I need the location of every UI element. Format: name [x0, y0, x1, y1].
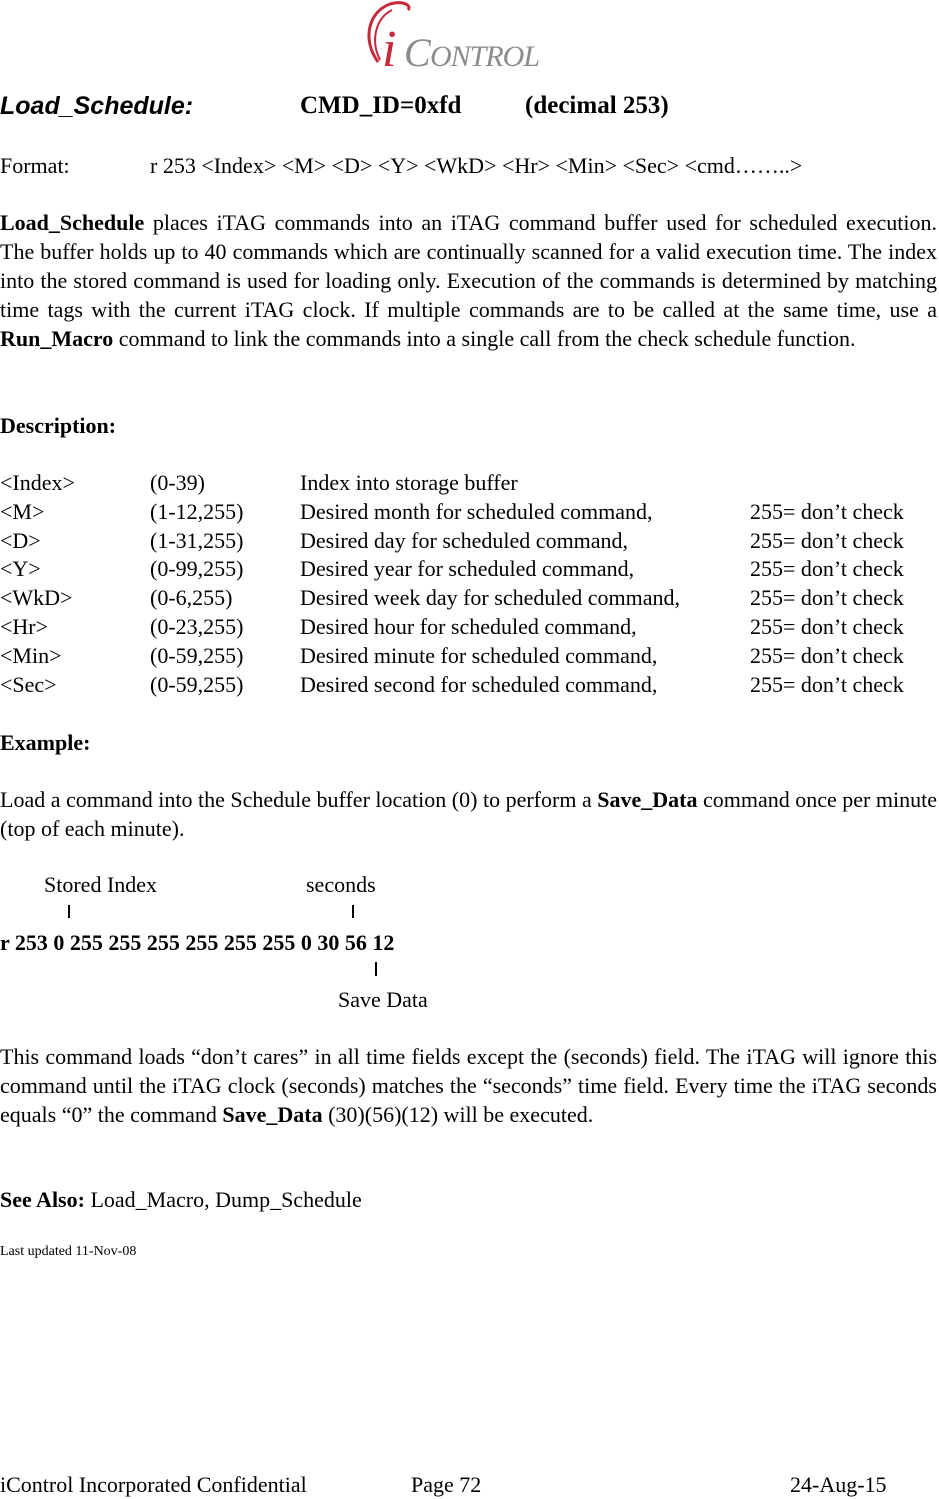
param-desc: Desired minute for scheduled command,: [300, 642, 658, 668]
page-title: Load_Schedule:: [0, 92, 194, 120]
param-note: 255= don’t check: [750, 585, 904, 611]
example-paragraph: Load a command into the Schedule buffer location (0) to perform a Save_Data command once per minute (top of each minute).: [0, 787, 938, 841]
example-command: r 253 0 255 255 255 255 255 255 0 30 56 12: [0, 930, 395, 955]
cmd-id: CMD_ID=0xfd: [300, 92, 462, 119]
param-note: 255= don’t check: [750, 498, 904, 524]
param-desc: Desired month for scheduled command,: [300, 498, 653, 524]
parameter-row: [0, 468, 939, 497]
parameter-row: [0, 612, 939, 641]
footer-date: 24-Aug-15: [790, 1472, 887, 1497]
param-desc: Desired week day for scheduled command,: [300, 585, 680, 611]
param-desc: Desired day for scheduled command,: [300, 527, 629, 553]
param-desc: Desired hour for scheduled command,: [300, 614, 637, 639]
param-note: 255= don’t check: [750, 527, 904, 553]
format-label: Format:: [0, 153, 70, 178]
parameter-row: [0, 554, 939, 583]
param-note: 255= don’t check: [750, 556, 904, 582]
example-heading: Example:: [0, 730, 91, 755]
cmd-decimal: (decimal 253): [525, 92, 669, 119]
param-note: 255= don’t check: [750, 642, 904, 668]
stored-index-label: Stored Index: [44, 872, 158, 897]
param-range: (0-99,255): [150, 556, 244, 582]
format-value: r 253 <Index> <M> <D> <Y> <WkD> <Hr> <Min> <Sec> <cmd……..>: [150, 153, 803, 178]
parameter-row: [0, 497, 939, 526]
param-desc: Index into storage buffer: [300, 470, 518, 495]
footer-company: iControl Incorporated Confidential: [0, 1472, 307, 1497]
param-range: (0-59,255): [150, 671, 244, 697]
param-note: 255= don’t check: [750, 671, 904, 697]
seconds-pointer: [352, 905, 354, 918]
icontrol-logo: [360, 0, 580, 78]
param-desc: Desired year for scheduled command,: [300, 556, 635, 582]
command-name: Load_Schedule: [0, 92, 185, 120]
parameter-row: [0, 670, 939, 699]
param-range: (1-12,255): [150, 498, 244, 524]
param-name: <Index>: [0, 470, 75, 495]
parameter-row: [0, 641, 939, 670]
see-also: See Also: Load_Macro, Dump_Schedule: [0, 1187, 362, 1212]
param-range: (0-59,255): [150, 642, 244, 668]
footer-page: Page 72: [411, 1472, 482, 1497]
index-pointer: [68, 905, 70, 918]
svg-text:ONTROL: ONTROL: [430, 40, 540, 73]
save-data-pointer: [375, 962, 377, 976]
param-name: <WkD>: [0, 585, 73, 611]
param-name: <Y>: [0, 556, 41, 582]
svg-text:i: i: [382, 21, 397, 78]
param-name: <Min>: [0, 642, 62, 668]
description-heading: Description:: [0, 413, 117, 438]
param-note: 255= don’t check: [750, 614, 904, 639]
param-name: <M>: [0, 498, 45, 524]
svg-text:C: C: [404, 30, 430, 75]
param-range: (0-6,255): [150, 585, 233, 611]
seconds-label: seconds: [306, 872, 376, 897]
param-range: (1-31,255): [150, 527, 244, 553]
parameter-row: [0, 583, 939, 612]
param-name: <D>: [0, 527, 41, 553]
param-name: <Hr>: [0, 614, 49, 639]
param-name: <Sec>: [0, 671, 57, 697]
last-updated: Last updated 11-Nov-08: [0, 1244, 137, 1259]
explanation-paragraph: This command loads “don’t cares” in all time fields except the (seconds) field. The iTAG will ignore this command until the iTAG clock (seconds) matches the “seconds” time field. Every time the iTAG seconds equals “0” the command Save_Data (30)(56)(12) will be executed.: [0, 1044, 937, 1127]
param-range: (0-23,255): [150, 614, 244, 639]
intro-paragraph: Load_Schedule places iTAG commands into an iTAG command buffer used for scheduled execution. The buffer holds up to 40 commands which are continually scanned for a valid execution time. The index into the stored command is used for loading only. Execution of the commands is determined by matching time tags with the current iTAG clock. If multiple commands are to be called at the same time, use a Run_Macro command to link the commands into a single call from the check schedule function.: [0, 210, 937, 351]
param-desc: Desired second for scheduled command,: [300, 671, 658, 697]
save-data-label: Save Data: [338, 987, 428, 1012]
param-range: (0-39): [150, 470, 205, 495]
parameter-row: [0, 526, 939, 555]
